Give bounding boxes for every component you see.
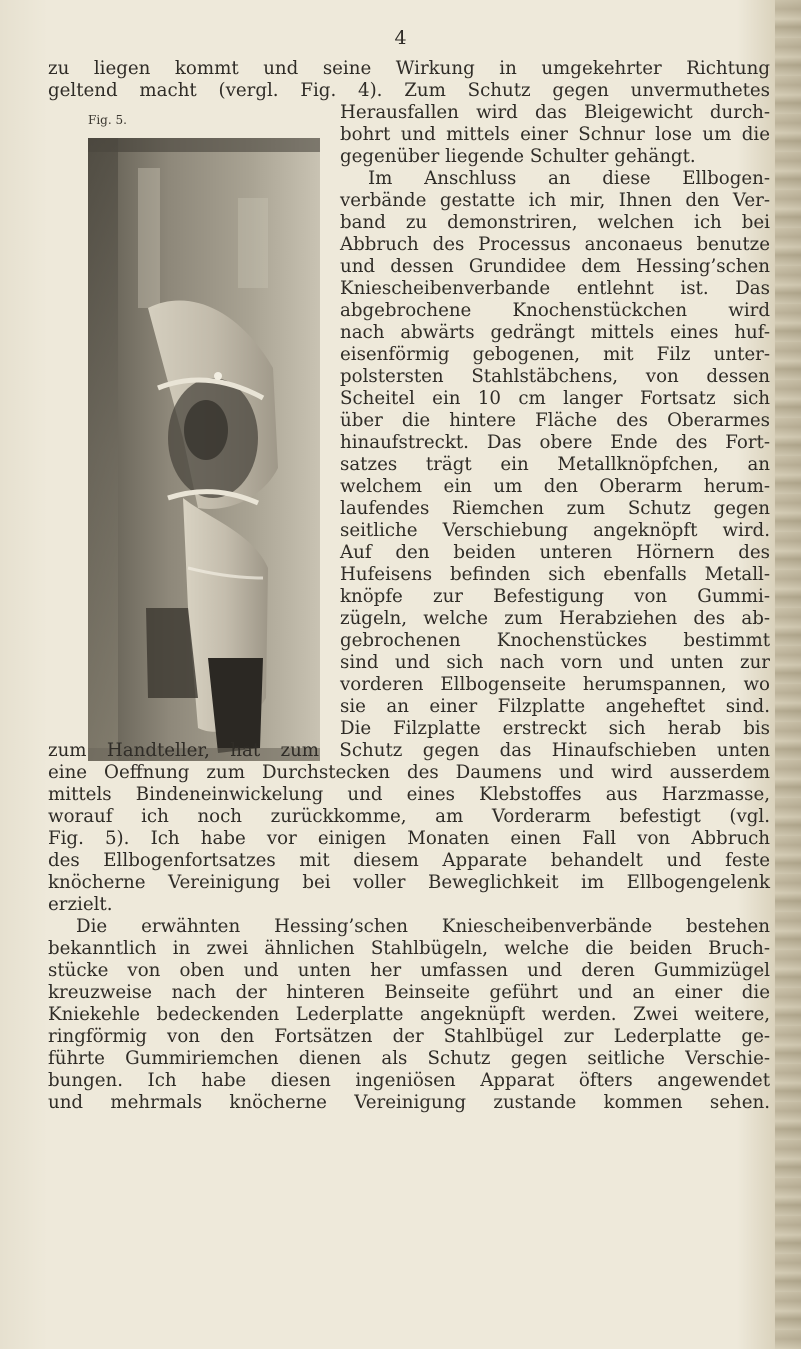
text-line: zu liegen kommt und seine Wirkung in umgekehrter Richtung	[48, 58, 770, 79]
text-line: Abbruch des Processus anconaeus benutze	[340, 234, 770, 255]
text-line: knöcherne Vereinigung bei voller Beweglichkeit im Ellbogengelenk	[48, 872, 770, 893]
page-number: 4	[394, 27, 407, 49]
text-line: sind und sich nach vorn und unten zur	[340, 652, 770, 673]
text-line: band zu demonstriren, welchen ich bei	[340, 212, 770, 233]
text-line: erzielt.	[48, 894, 113, 915]
text-line: kreuzweise nach der hinteren Beinseite geführt und an einer die	[48, 982, 770, 1003]
text-line: Herausfallen wird das Bleigewicht durch-	[340, 102, 770, 123]
text-line: stücke von oben und unten her umfassen und deren Gummizügel	[48, 960, 770, 981]
text-line: führte Gummiriemchen dienen als Schutz gegen seitliche Verschie-	[48, 1048, 770, 1069]
text-line: über die hintere Fläche des Oberarmes	[340, 410, 770, 431]
text-line: Kniekehle bedeckenden Lederplatte angeknüpft werden. Zwei weitere,	[48, 1004, 770, 1025]
text-line: Fig. 5). Ich habe vor einigen Monaten einen Fall von Abbruch	[48, 828, 770, 849]
figure-caption: Fig. 5.	[88, 113, 127, 127]
text-line: Scheitel ein 10 cm langer Fortsatz sich	[340, 388, 770, 409]
text-line: zum Handteller, hat zum Schutz gegen das Hinaufschieben unten	[48, 740, 770, 761]
text-line: geltend macht (vergl. Fig. 4). Zum Schutz gegen unvermuthetes	[48, 80, 770, 101]
text-line: Hufeisens befinden sich ebenfalls Metall-	[340, 564, 770, 585]
text-line: eisenförmig gebogenen, mit Filz unter-	[340, 344, 770, 365]
text-line: Die erwähnten Hessing’schen Kniescheibenverbände bestehen	[76, 916, 770, 937]
text-line: seitliche Verschiebung angeknöpft wird.	[340, 520, 770, 541]
text-line: gegenüber liegende Schulter gehängt.	[340, 146, 696, 167]
text-line: und dessen Grundidee dem Hessing’schen	[340, 256, 770, 277]
text-line: sie an einer Filzplatte angeheftet sind.	[340, 696, 770, 717]
text-line: des Ellbogenfortsatzes mit diesem Apparate behandelt und feste	[48, 850, 770, 871]
page-edge-shadow	[775, 0, 801, 1349]
text-line: welchem ein um den Oberarm herum-	[340, 476, 770, 497]
text-line: worauf ich noch zurückkomme, am Vorderarm befestigt (vgl.	[48, 806, 770, 827]
text-line: und mehrmals knöcherne Vereinigung zustande kommen sehen.	[48, 1092, 770, 1113]
text-line: zügeln, welche zum Herabziehen des ab-	[340, 608, 770, 629]
text-line: vorderen Ellbogenseite herumspannen, wo	[340, 674, 770, 695]
figure-arm-brace-photo	[88, 138, 320, 761]
text-line: knöpfe zur Befestigung von Gummi-	[340, 586, 770, 607]
text-line: hinaufstreckt. Das obere Ende des Fort-	[340, 432, 770, 453]
text-line: bungen. Ich habe diesen ingeniösen Apparat öfters angewendet	[48, 1070, 770, 1091]
text-line: Die Filzplatte erstreckt sich herab bis	[340, 718, 770, 739]
text-line: nach abwärts gedrängt mittels eines huf-	[340, 322, 770, 343]
text-line: eine Oeffnung zum Durchstecken des Daumens und wird ausserdem	[48, 762, 770, 783]
text-line: Auf den beiden unteren Hörnern des	[340, 542, 770, 563]
text-line: bohrt und mittels einer Schnur lose um die	[340, 124, 770, 145]
text-line: mittels Bindeneinwickelung und eines Klebstoffes aus Harzmasse,	[48, 784, 770, 805]
text-line: verbände gestatte ich mir, Ihnen den Ver-	[340, 190, 770, 211]
text-line: polstersten Stahlstäbchens, von dessen	[340, 366, 770, 387]
text-line: abgebrochene Knochenstückchen wird	[340, 300, 770, 321]
text-line: laufendes Riemchen zum Schutz gegen	[340, 498, 770, 519]
text-line: Kniescheibenverbande entlehnt ist. Das	[340, 278, 770, 299]
text-line: ringförmig von den Fortsätzen der Stahlbügel zur Lederplatte ge-	[48, 1026, 770, 1047]
text-line: gebrochenen Knochenstückes bestimmt	[340, 630, 770, 651]
text-line: satzes trägt ein Metallknöpfchen, an	[340, 454, 770, 475]
text-line: Im Anschluss an diese Ellbogen-	[368, 168, 770, 189]
text-line: bekanntlich in zwei ähnlichen Stahlbügeln, welche die beiden Bruch-	[48, 938, 770, 959]
